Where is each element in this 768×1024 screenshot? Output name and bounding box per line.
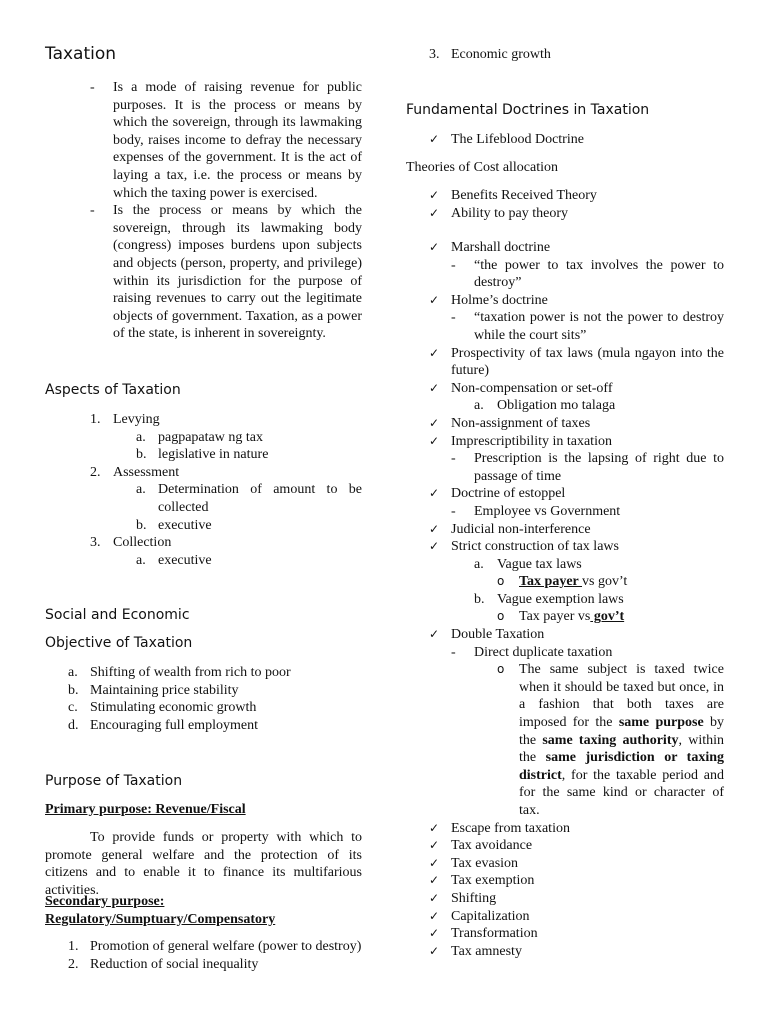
dash-bullet: - [451, 257, 456, 273]
sub-item: b. legislative in nature [136, 447, 269, 463]
check-item: ✓ Non-assignment of taxes [429, 415, 591, 431]
checkmark-icon: ✓ [429, 838, 440, 853]
dash-item: - “the power to tax involves the power to destroy” [451, 257, 724, 291]
checkmark-icon: ✓ [429, 539, 440, 554]
social-heading: Social and Economic [45, 607, 190, 623]
list-item: 1. Levying [90, 412, 160, 427]
check-item: ✓ Non-compensation or set-off [429, 380, 613, 396]
checkmark-icon: ✓ [429, 855, 440, 870]
list-item: d. Encouraging full employment [68, 717, 258, 733]
checkmark-icon: ✓ [429, 132, 440, 146]
check-item: ✓ The Lifeblood Doctrine [429, 132, 584, 147]
checkmark-icon: ✓ [429, 890, 440, 905]
sub-item: a. Vague tax laws [474, 556, 582, 572]
check-item: ✓ Tax amnesty [429, 943, 522, 959]
check-item: ✓ Capitalization [429, 908, 530, 924]
checkmark-icon: ✓ [429, 521, 440, 536]
o-item: o Tax payer vs gov’t [497, 609, 625, 625]
checkmark-icon: ✓ [429, 627, 440, 642]
checkmark-icon: ✓ [429, 820, 440, 835]
primary-purpose-text: To provide funds or property with which to promote general welfare and the protection of its citizens and to enable it to finance its multifarious activities. [45, 830, 362, 898]
check-item: ✓ Judicial non-interference [429, 521, 591, 537]
checkmark-icon: ✓ [429, 415, 440, 430]
check-item: ✓ Imprescriptibility in taxation [429, 433, 612, 449]
checkmark-icon: ✓ [429, 380, 440, 395]
primary-purpose-label: Primary purpose: Revenue/Fiscal [45, 802, 246, 817]
list-item: 2. Reduction of social inequality [68, 956, 259, 972]
dash-bullet: - [90, 203, 95, 219]
definition-text: Is a mode of raising revenue for public purposes. It is the process or means by which the sovereign, through its lawmaking body, raises income to defray the necessary expenses of the government. It is the act of laying a tax, i.e. the process or means by which the taxing power is exercised. [113, 80, 362, 201]
sub-item: b. Vague exemption laws [474, 591, 624, 607]
sub-item: a. Determination of amount to be collected [136, 482, 362, 515]
checkmark-icon: ✓ [429, 240, 440, 254]
checkmark-icon: ✓ [429, 908, 440, 923]
check-item: ✓ Prospectivity of tax laws (mula ngayon into the future) [429, 345, 724, 379]
check-item: ✓ Transformation [429, 926, 538, 942]
checkmark-icon: ✓ [429, 345, 440, 360]
sub-item: b. executive [136, 517, 212, 533]
sub-item: a. executive [136, 552, 212, 568]
objective-heading: Objective of Taxation [45, 635, 193, 651]
checkmark-icon: ✓ [429, 433, 440, 448]
checkmark-icon: ✓ [429, 205, 440, 220]
check-item: ✓ Marshall doctrine [429, 240, 551, 255]
checkmark-icon: ✓ [429, 873, 440, 888]
double-taxation-definition: The same subject is taxed twice when it should be taxed but once, in a fashion that both taxes are imposed for the same purpose by the same taxing authority, within the same jurisdiction or taxing district, for the taxable period and for the same kind or character of tax. [519, 662, 724, 818]
checkmark-icon: ✓ [429, 188, 440, 202]
check-item: ✓ Tax avoidance [429, 838, 533, 854]
list-item: b. Maintaining price stability [68, 682, 239, 698]
theories-heading: Theories of Cost allocation [406, 160, 559, 175]
definition-list [45, 79, 362, 343]
check-item: ✓ Tax exemption [429, 873, 535, 889]
check-item: ✓ Tax evasion [429, 855, 519, 871]
page-title: Taxation [45, 44, 117, 64]
list-item: 3. Collection [90, 535, 172, 551]
list-item: 1. Promotion of general welfare (power to destroy) [68, 939, 362, 954]
list-item: c. Stimulating economic growth [68, 700, 257, 716]
check-item: ✓ Escape from taxation [429, 820, 570, 836]
dash-item: - Employee vs Government [451, 503, 621, 519]
checkmark-icon: ✓ [429, 926, 440, 941]
purpose-heading: Purpose of Taxation [45, 773, 183, 789]
circle-bullet-icon: o [497, 662, 505, 677]
check-item: ✓ Doctrine of estoppel [429, 486, 566, 502]
doctrines-heading: Fundamental Doctrines in Taxation [406, 102, 650, 118]
o-item: o Tax payer vs gov’t [497, 574, 628, 590]
dash-item: - Direct duplicate taxation [451, 644, 613, 660]
secondary-list [45, 938, 362, 973]
list-item: 2. Assessment [90, 464, 180, 480]
aspects-list [45, 411, 362, 569]
dash-bullet: - [451, 644, 456, 660]
check-item: ✓ Holme’s doctrine [429, 292, 548, 308]
list-item: a. Shifting of wealth from rich to poor [68, 665, 291, 680]
aspects-heading: Aspects of Taxation [45, 382, 181, 398]
circle-bullet-icon: o [497, 609, 505, 624]
sub-item: a. Obligation mo talaga [474, 398, 616, 414]
dash-bullet: - [451, 451, 456, 467]
checkmark-icon: ✓ [429, 486, 440, 501]
dash-item: - Prescription is the lapsing of right due to passage of time [451, 451, 724, 484]
o-item [406, 661, 724, 819]
check-item: ✓ Strict construction of tax laws [429, 539, 619, 555]
list-item: 3. Economic growth [429, 47, 551, 62]
doctrines-list [406, 239, 724, 960]
secondary-purpose-types: Regulatory/Sumptuary/Compensatory [45, 911, 276, 927]
checkmark-icon: ✓ [429, 943, 440, 958]
definition-item [45, 79, 362, 202]
dash-bullet: - [451, 503, 456, 519]
check-item: ✓ Double Taxation [429, 627, 545, 643]
dash-bullet: - [451, 310, 456, 326]
checkmark-icon: ✓ [429, 292, 440, 307]
sub-item: a. pagpapataw ng tax [136, 429, 263, 445]
check-item: ✓ Benefits Received Theory [429, 188, 597, 203]
check-item: ✓ Ability to pay theory [429, 205, 569, 221]
dash-item: - “taxation power is not the power to destroy while the court sits” [451, 310, 724, 343]
definition-text: Is the process or means by which the sovereign, through its lawmaking body (congress) imposes burdens upon subjects and objects (person, property, and privilege) within its jurisdiction for the purpose of raising revenues to carry out the legitimate objects of government. Taxation, as a power of the state, is inherent in sovereignty. [113, 203, 362, 342]
check-item: ✓ Shifting [429, 890, 497, 906]
dash-bullet: - [90, 80, 95, 95]
objectives-list [45, 664, 362, 734]
secondary-purpose-label: Secondary purpose: [45, 894, 165, 909]
circle-bullet-icon: o [497, 574, 505, 589]
definition-item [45, 202, 362, 343]
theories-list [406, 187, 724, 222]
